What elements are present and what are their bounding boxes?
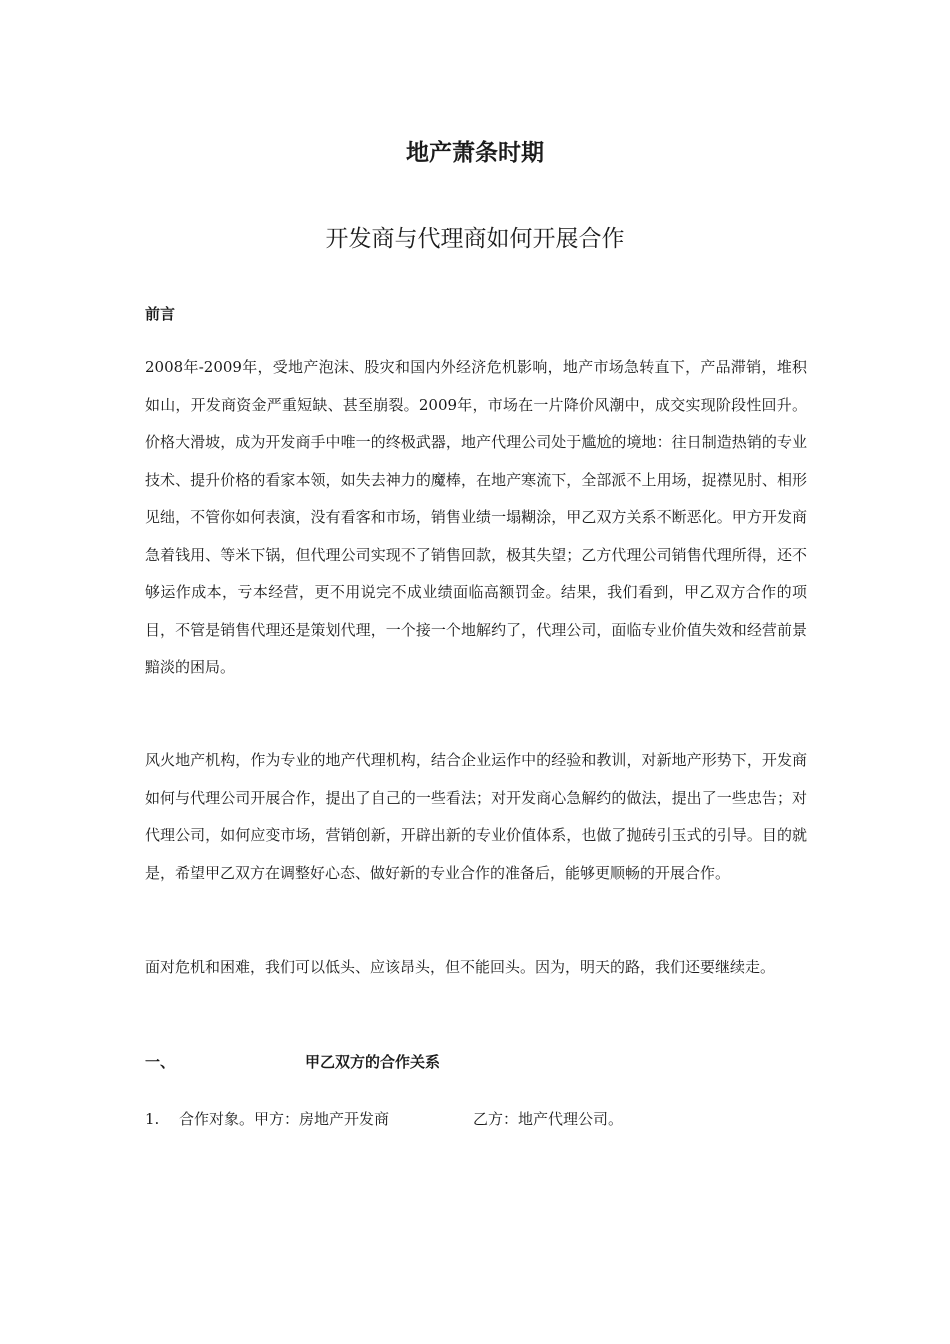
preface-paragraph-1: 2008年-2009年，受地产泡沫、股灾和国内外经济危机影响，地产市场急转直下，产品滞销，堆积如山，开发商资金严重短缺、甚至崩裂。2009年，市场在一片降价风潮中，成交实现阶段性回升。价格大滑坡，成为开发商手中唯一的终极武器，地产代理公司处于尴尬的境地：往日制造热销的专业技术、提升价格的看家本领，如失去神力的魔棒，在地产寒流下，全部派不上用场，捉襟见肘、相形见绌，不管你如何表演，没有看客和市场，销售业绩一塌糊涂，甲乙双方关系不断恶化。甲方开发商急着钱用、等米下锅，但代理公司实现不了销售回款，极其失望；乙方代理公司销售代理所得，还不够运作成本，亏本经营，更不用说完不成业绩面临高额罚金。结果，我们看到，甲乙双方合作的项目，不管是销售代理还是策划代理，一个接一个地解约了，代理公司，面临专业价值失效和经营前景黯淡的困局。 — [145, 358, 807, 676]
list-item-1-party-a: 合作对象。甲方：房地产开发商 — [179, 1110, 390, 1128]
preface-paragraph-3: 面对危机和困难，我们可以低头、应该昂头，但不能回头。因为，明天的路，我们还要继续走。 — [145, 958, 776, 976]
preface-paragraph-3-wrap — [145, 949, 807, 987]
document-subtitle: 开发商与代理商如何开展合作 — [325, 226, 625, 252]
list-item-1-number: 1. — [145, 1110, 160, 1128]
preface-paragraph-2: 风火地产机构，作为专业的地产代理机构，结合企业运作中的经验和教训，对新地产形势下，开发商如何与代理公司开展合作，提出了自己的一些看法；对开发商心急解约的做法，提出了一些忠告；对代理公司，如何应变市场，营销创新，开辟出新的专业价值体系，也做了抛砖引玉式的引导。目的就是，希望甲乙双方在调整好心态、做好新的专业合作的准备后，能够更顺畅的开展合作。 — [145, 751, 807, 882]
preface-paragraph-1-wrap — [145, 349, 807, 687]
list-item-1 — [145, 1107, 807, 1131]
preface-heading-wrap — [145, 302, 807, 326]
document-title: 地产萧条时期 — [406, 140, 544, 166]
section-1-number: 一、 — [145, 1053, 176, 1071]
section-1-heading — [145, 1050, 807, 1074]
section-1-title: 甲乙双方的合作关系 — [305, 1053, 441, 1071]
preface-heading: 前言 — [145, 305, 176, 323]
preface-paragraph-2-wrap — [145, 742, 807, 892]
list-item-1-party-b: 乙方：地产代理公司。 — [473, 1110, 624, 1128]
